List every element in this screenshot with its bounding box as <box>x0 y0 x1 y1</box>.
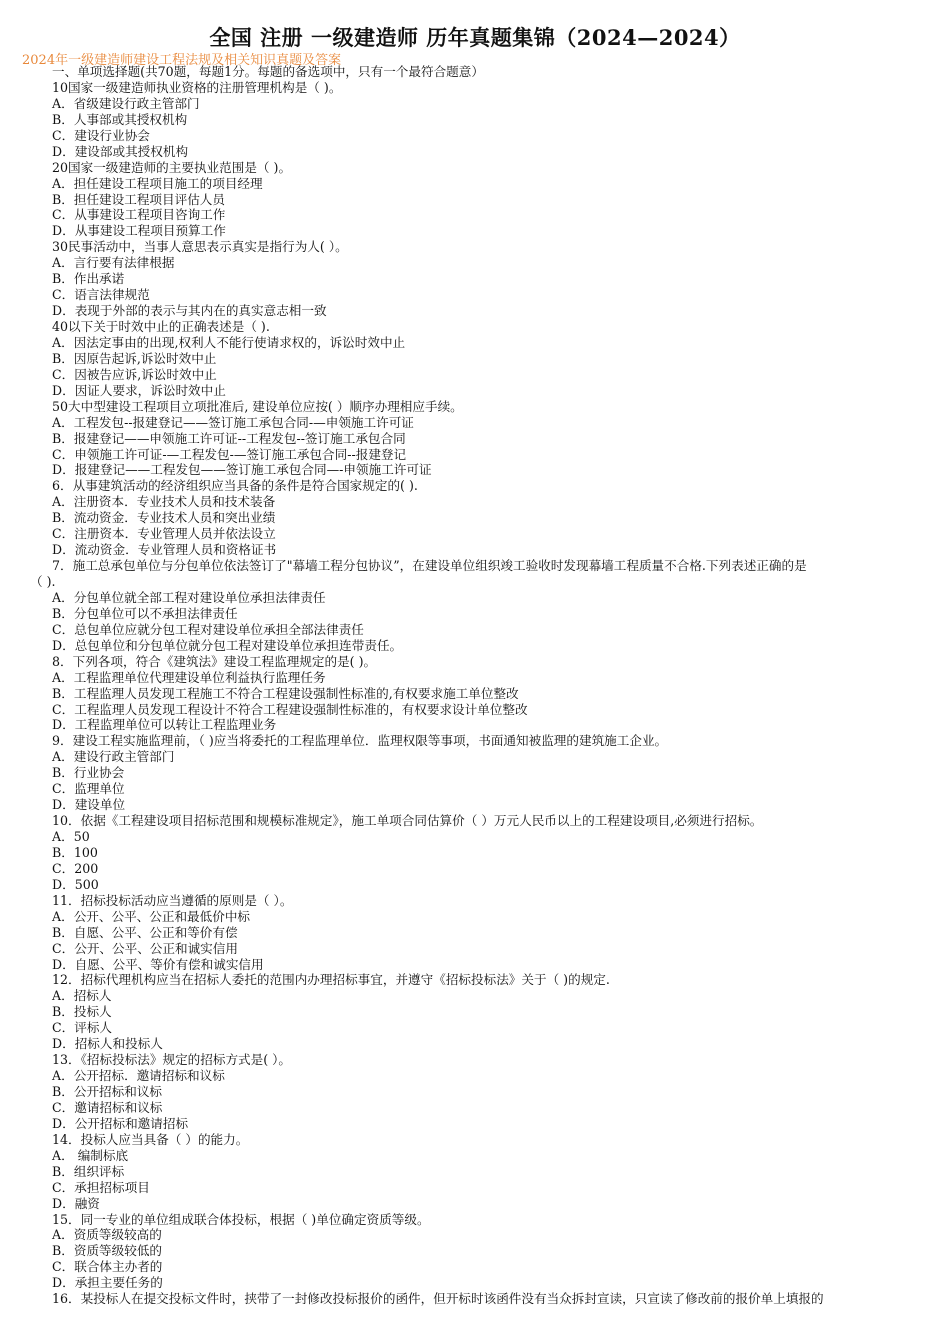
question-continuation: （ ). <box>30 574 56 589</box>
answer-option: D．招标人和投标人 <box>52 1036 163 1052</box>
answer-option: A．建设行政主管部门 <box>52 749 175 765</box>
answer-option: D．因证人要求，诉讼时效中止 <box>52 382 226 398</box>
question-text: 16．某投标人在提交投标文件时，挟带了一封修改投标报价的函件，但开标时该函件没有当众拆封宣读，只宣读了修改前的报价单上填报的 <box>52 1291 824 1307</box>
answer-option: B．投标人 <box>52 1004 112 1020</box>
answer-option: C．总包单位应就分包工程对建设单位承担全部法律责任 <box>52 621 364 637</box>
answer-option: D．自愿、公平、等价有偿和诚实信用 <box>52 956 264 972</box>
answer-option: B．行业协会 <box>52 765 125 781</box>
answer-option: A．注册资本．专业技术人员和技术装备 <box>52 494 276 510</box>
answer-option: B．自愿、公平、公正和等价有偿 <box>52 924 238 940</box>
answer-option: D．500 <box>52 876 99 892</box>
question-text: 6．从事建筑活动的经济组织应当具备的条件是符合国家规定的( ). <box>52 478 418 494</box>
answer-option: C．200 <box>52 860 99 876</box>
question-text: 30民事活动中，当事人意思表示真实是指行为人( ）。 <box>52 239 348 255</box>
answer-option: D．融资 <box>52 1195 100 1211</box>
answer-option: C．监理单位 <box>52 781 125 797</box>
answer-option: C．联合体主办者的 <box>52 1259 163 1275</box>
answer-option: C．承担招标项目 <box>52 1179 150 1195</box>
answer-option: A．招标人 <box>52 988 112 1004</box>
question-text: 8．下列各项，符合《建筑法》建设工程监理规定的是( )。 <box>52 653 377 669</box>
answer-option: A．公开、公平、公正和最低价中标 <box>52 908 251 924</box>
question-text: 一、单项选择题(共70题，每题1分。每题的备选项中，只有一个最符合题意） <box>52 64 484 79</box>
answer-option: B．组织评标 <box>52 1163 125 1179</box>
answer-option: B．人事部或其授权机构 <box>52 111 188 127</box>
answer-option: C．建设行业协会 <box>52 127 150 143</box>
question-text: 15．同一专业的单位组成联合体投标，根据（ )单位确定资质等级。 <box>52 1211 430 1227</box>
answer-option: A．省级建设行政主管部门 <box>52 95 200 111</box>
answer-option: B．公开招标和议标 <box>52 1084 163 1099</box>
answer-option: B．报建登记——申领施工许可证--工程发包--签订施工承包合同 <box>52 430 406 446</box>
answer-option: C．邀请招标和议标 <box>52 1099 163 1115</box>
answer-option: B．资质等级较低的 <box>52 1243 163 1259</box>
answer-option: D．报建登记——工程发包——签订施工承包合同—-申领施工许可证 <box>52 462 432 478</box>
answer-option: C．注册资本．专业管理人员并依法设立 <box>52 526 276 542</box>
answer-option: C．从事建设工程项目咨询工作 <box>52 207 226 223</box>
answer-option: D．工程监理单位可以转让工程监理业务 <box>52 717 277 733</box>
question-text: 10国家一级建造师执业资格的注册管理机构是（ )。 <box>52 79 342 95</box>
answer-option: D．建设部或其授权机构 <box>52 143 189 159</box>
question-text: 40以下关于时效中止的正确表述是（ ). <box>52 319 270 334</box>
answer-option: C．语言法律规范 <box>52 287 150 303</box>
document-subtitle: 2024年一级建造师建设工程法规及相关知识真题及答案 <box>22 53 342 68</box>
question-text: 11．招标投标活动应当遵循的原则是（ ）。 <box>52 892 293 908</box>
answer-option: B．因原告起诉,诉讼时效中止 <box>52 350 217 366</box>
answer-option: A．言行要有法律根据 <box>52 255 175 271</box>
answer-option: D．承担主要任务的 <box>52 1275 163 1291</box>
answer-option: A．工程发包--报建登记——签订施工承包合同-—申领施工许可证 <box>52 414 414 430</box>
answer-option: B．分包单位可以不承担法律责任 <box>52 605 238 621</box>
answer-option: D．建设单位 <box>52 797 126 813</box>
answer-option: A．分包单位就全部工程对建设单位承担法律责任 <box>52 589 326 605</box>
answer-option: A．50 <box>52 829 90 844</box>
answer-option: C．申领施工许可证-—工程发包-—签订施工承包合同--报建登记 <box>52 446 407 462</box>
answer-option: D．表现于外部的表示与其内在的真实意志相一致 <box>52 303 327 319</box>
document-title: 全国 注册 一级建造师 历年真题集锦（2024—2024） <box>209 25 741 50</box>
answer-option: B．担任建设工程项目评估人员 <box>52 191 225 207</box>
answer-option: B．100 <box>52 844 98 860</box>
answer-option: C．因被告应诉,诉讼时效中止 <box>52 366 217 382</box>
answer-option: D．流动资金．专业管理人员和资格证书 <box>52 542 277 558</box>
question-text: 20国家一级建造师的主要执业范围是（ )。 <box>52 159 292 175</box>
answer-option: D．总包单位和分包单位就分包工程对建设单位承担连带责任。 <box>52 637 403 653</box>
answer-option: A．担任建设工程项目施工的项目经理 <box>52 175 263 191</box>
answer-option: A．工程监理单位代理建设单位利益执行监理任务 <box>52 669 326 685</box>
answer-option: B．流动资金．专业技术人员和突出业绩 <box>52 510 276 526</box>
answer-option: D．从事建设工程项目预算工作 <box>52 223 226 239</box>
question-text: 50大中型建设工程项目立项批准后, 建设单位应按( ）顺序办理相应手续。 <box>52 398 463 414</box>
answer-option: A．因法定事由的出现,权利人不能行使请求权的，诉讼时效中止 <box>52 334 406 350</box>
question-text: 13．《招标投标法》规定的招标方式是( ）。 <box>52 1052 292 1068</box>
question-text: 10．依据《工程建设项目招标范围和规模标准规定》，施工单项合同估算价（ ）万元人民币以上的工程建设项目,必须进行招标。 <box>52 813 763 829</box>
answer-option: D．公开招标和邀请招标 <box>52 1115 189 1131</box>
answer-option: A．公开招标．邀请招标和议标 <box>52 1068 225 1084</box>
question-text: 9．建设工程实施监理前，（ )应当将委托的工程监理单位．监理权限等事项，书面通知被监理的建筑施工企业。 <box>52 733 668 749</box>
answer-option: C．工程监理人员发现工程设计不符合工程建设强制性标准的，有权要求设计单位整改 <box>52 701 528 717</box>
question-text: 14．投标人应当具备（ ）的能力。 <box>52 1131 249 1147</box>
answer-option: B．工程监理人员发现工程施工不符合工程建设强制性标准的,有权要求施工单位整改 <box>52 685 519 701</box>
answer-option: C．评标人 <box>52 1020 113 1036</box>
answer-option: C．公开、公平、公正和诚实信用 <box>52 940 238 956</box>
answer-option: A．资质等级较高的 <box>52 1227 162 1243</box>
question-list <box>30 64 930 1307</box>
question-text: 12．招标代理机构应当在招标人委托的范围内办理招标事宜，并遵守《招标投标法》关于（ )的规定. <box>52 972 610 988</box>
question-text: 7．施工总承包单位与分包单位依法签订了"幕墙工程分包协议”，在建设单位组织竣工验收时发现幕墙工程质量不合格.下列表述正确的是 <box>52 558 807 574</box>
answer-option: B．作出承诺 <box>52 271 125 287</box>
answer-option: A． 编制标底 <box>52 1147 129 1163</box>
